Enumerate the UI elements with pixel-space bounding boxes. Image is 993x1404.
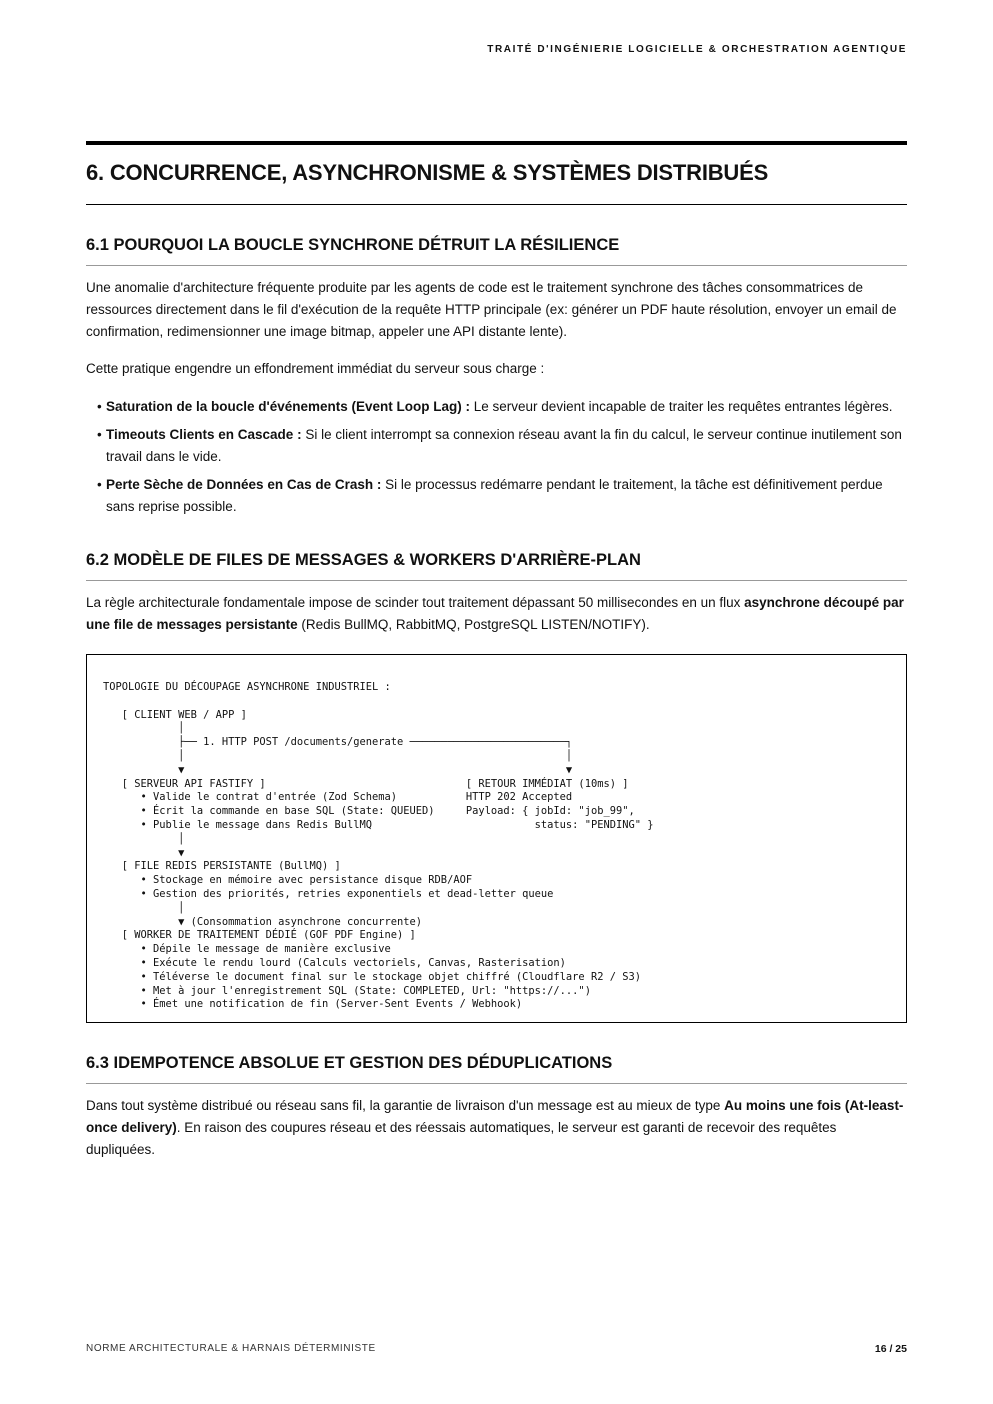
chapter-title: 6. CONCURRENCE, ASYNCHRONISME & SYSTÈMES DISTRIBUÉS <box>86 145 907 205</box>
paragraph-text: . En raison des coupures réseau et des réessais automatiques, le serveur est garanti de recevoir des requêtes dupliquées. <box>86 1119 837 1157</box>
section-6-1-title: 6.1 POURQUOI LA BOUCLE SYNCHRONE DÉTRUIT LA RÉSILIENCE <box>86 236 907 266</box>
section-6-2-title: 6.2 MODÈLE DE FILES DE MESSAGES & WORKERS D'ARRIÈRE-PLAN <box>86 551 907 581</box>
architecture-diagram-box <box>86 654 907 1023</box>
page-number: 16 / 25 <box>874 1343 907 1355</box>
list-item-text: Si le processus redémarre pendant le traitement, la tâche est définitivement perdue sans reprise possible. <box>106 477 883 515</box>
list-item-term: Timeouts Clients en Cascade : <box>106 427 302 443</box>
list-item <box>98 424 907 468</box>
list-item-text: Si le client interrompt sa connexion réseau avant la fin du calcul, le serveur continue inutilement son travail dans le vide. <box>106 427 902 465</box>
section-6-1-paragraph-1: Une anomalie d'architecture fréquente produite par les agents de code est le traitement synchrone des tâches consommatrices de ressources directement dans le fil d'exécution de la requête HTTP principale (ex: générer un PDF haute résolution, envoyer un email de confirmation, redimensionner une image bitmap, appeler une API distante lente). <box>86 280 897 340</box>
section-6-1 <box>86 236 907 518</box>
section-6-2 <box>86 551 907 1023</box>
bullet-icon: • <box>97 477 102 493</box>
section-6-3 <box>86 1054 907 1161</box>
bullet-icon: • <box>97 427 102 443</box>
paragraph-emphasis: Au moins une fois (At-least-once delivery) <box>86 1097 904 1135</box>
list-item-term: Saturation de la boucle d'événements (Event Loop Lag) : <box>106 399 471 415</box>
section-6-3-title: 6.3 IDEMPOTENCE ABSOLUE ET GESTION DES DÉDUPLICATIONS <box>86 1054 907 1084</box>
section-6-3-paragraph <box>86 1095 907 1161</box>
list-item-term: Perte Sèche de Données en Cas de Crash : <box>106 477 382 493</box>
list-item-text: Le serveur devient incapable de traiter les requêtes entrantes légères. <box>470 399 893 415</box>
paragraph-emphasis: asynchrone découpé par une file de messages persistante <box>86 594 904 632</box>
consequences-list <box>86 396 907 518</box>
page-content <box>86 141 907 1161</box>
paragraph-text: La règle architecturale fondamentale impose de scinder tout traitement dépassant 50 millisecondes en un flux <box>86 594 745 610</box>
section-6-2-paragraph <box>86 592 907 636</box>
footer-title: NORME ARCHITECTURALE & HARNAIS DÉTERMINISTE <box>86 1343 376 1354</box>
paragraph-text: (Redis BullMQ, RabbitMQ, PostgreSQL LISTEN/NOTIFY). <box>297 616 650 632</box>
architecture-diagram: TOPOLOGIE DU DÉCOUPAGE ASYNCHRONE INDUSTRIEL : [ CLIENT WEB / APP ] │ ├── 1. HTTP POST /documents/generate ─────────────────────────┐ │ │ ▼ ▼ [ SERVEUR API FASTIFY ] [ RETOUR IMMÉDIAT (10ms) ] • Valide le contrat d'entrée (Zod Schema) HTTP 202 Accepted • Écrit la commande en base SQL (State: QUEUED) Payload: { jobId: "job_99", • Publie le message dans Redis BullMQ status: "PENDING" } │ ▼ [ FILE REDIS PERSISTANTE (BullMQ) ] • Stockage en mémoire avec persistance disque RDB/AOF • Gestion des priorités, retries exponentiels et dead-letter queue │ ▼ (Consommation asynchrone concurrente) [ WORKER DE TRAITEMENT DÉDIÉ (GOF PDF Engine) ] • Dépile le message de manière exclusive • Exécute le rendu lourd (Calculs vectoriels, Canvas, Rasterisation) • Téléverse le document final sur le stockage objet chiffré (Cloudflare R2 / S3) • Met à jour l'enregistrement SQL (State: COMPLETED, Url: "https://...") • Émet une notification de fin (Server-Sent Events / Webhook) <box>103 680 654 1011</box>
list-item <box>98 396 907 418</box>
bullet-icon: • <box>97 399 102 415</box>
paragraph-text: Dans tout système distribué ou réseau sans fil, la garantie de livraison d'un message est au mieux de type <box>86 1097 725 1113</box>
section-6-1-paragraph-2: Cette pratique engendre un effondrement immédiat du serveur sous charge : <box>86 361 545 377</box>
list-item <box>98 474 907 518</box>
running-header: TRAITÉ D'INGÉNIERIE LOGICIELLE & ORCHESTRATION AGENTIQUE <box>487 44 907 55</box>
